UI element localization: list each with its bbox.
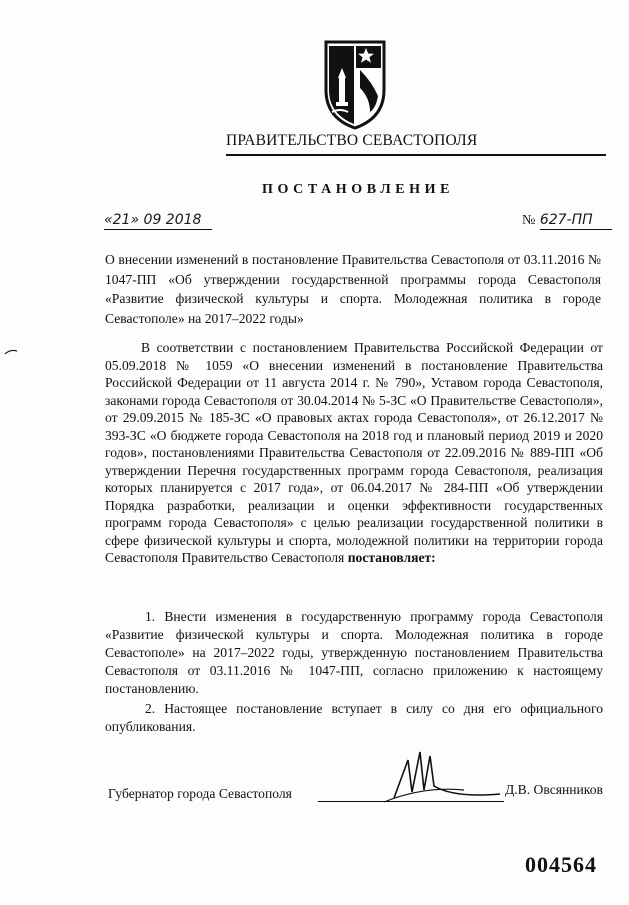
serial-number: 004564 xyxy=(525,852,597,877)
decree-word: постановляет: xyxy=(347,550,436,565)
number-underline xyxy=(540,229,612,230)
item-1-paragraph: 1. Внести изменения в государственную программу города Севастополя «Развитие физической культуры и спорта. Молодежная политика в городе Севастополе» на 2017–2022 годы, утвержденную постановлением Правительства Севастополя от 03.11.2016 № 1047-ПП, согласно приложению к настоящему постановлению. xyxy=(105,609,603,696)
document-subject: О внесении изменений в постановление Правительства Севастополя от 03.11.2016 № 1047-ПП «Об утверждении государственной программы города Севастополя «Развитие физической культуры и спорта. Молодежная политика в городе Севастополе» на 2017–2022 годы» xyxy=(105,252,601,326)
preamble-text: В соответствии с постановлением Правительства Российской Федерации от 05.09.2018 № 1059 «О внесении изменений в постановление Правительства Российской Федерации от 11 августа 2014 г. № 790», Уставом города Севастополя, законами города Севастополя от 30.04.2014 № 5-ЗС «О Правительстве Севастополя», от 29.09.2015 № 185-ЗС «О правовых актах города Севастополя», от 26.12.2017 № 393-ЗС «О бюджете города Севастополя на 2018 год и плановый период 2019 и 2020 годов», постановлениями Правительства Севастополя от 22.09.2016 № 889-ПП «Об утверждении Перечня государственных программ города Севастополя, реализация которых планируется с 2017 года», от 06.04.2017 № 284-ПП «Об утверждении Порядка разработки, реализации и оценки эффективности государственных программ города Севастополя» с целью реализации государственной политики в сфере физической культуры и спорта, молодежной политики на территории города Севастополя Правительство Севастополя xyxy=(105,340,603,565)
margin-scribble xyxy=(4,348,18,356)
signatory-name: Д.В. Овсянников xyxy=(505,782,603,797)
government-name: ПРАВИТЕЛЬСТВО СЕВАСТОПОЛЯ xyxy=(226,132,478,149)
preamble-paragraph xyxy=(105,339,603,567)
coat-of-arms-icon xyxy=(320,38,390,130)
handwritten-signature-icon xyxy=(364,746,504,808)
number-value: 627-ПП xyxy=(539,212,593,228)
signatory-position: Губернатор города Севастополя xyxy=(108,786,292,801)
item-2-paragraph: 2. Настоящее постановление вступает в силу со дня его официального опубликования. xyxy=(105,701,603,734)
document-date: «21» 09 2018 xyxy=(104,212,202,228)
number-sign: № xyxy=(522,213,536,228)
date-underline xyxy=(104,229,212,230)
header-divider xyxy=(226,154,606,156)
document-number xyxy=(522,212,593,229)
document-type-title: ПОСТАНОВЛЕНИЕ xyxy=(262,182,455,197)
